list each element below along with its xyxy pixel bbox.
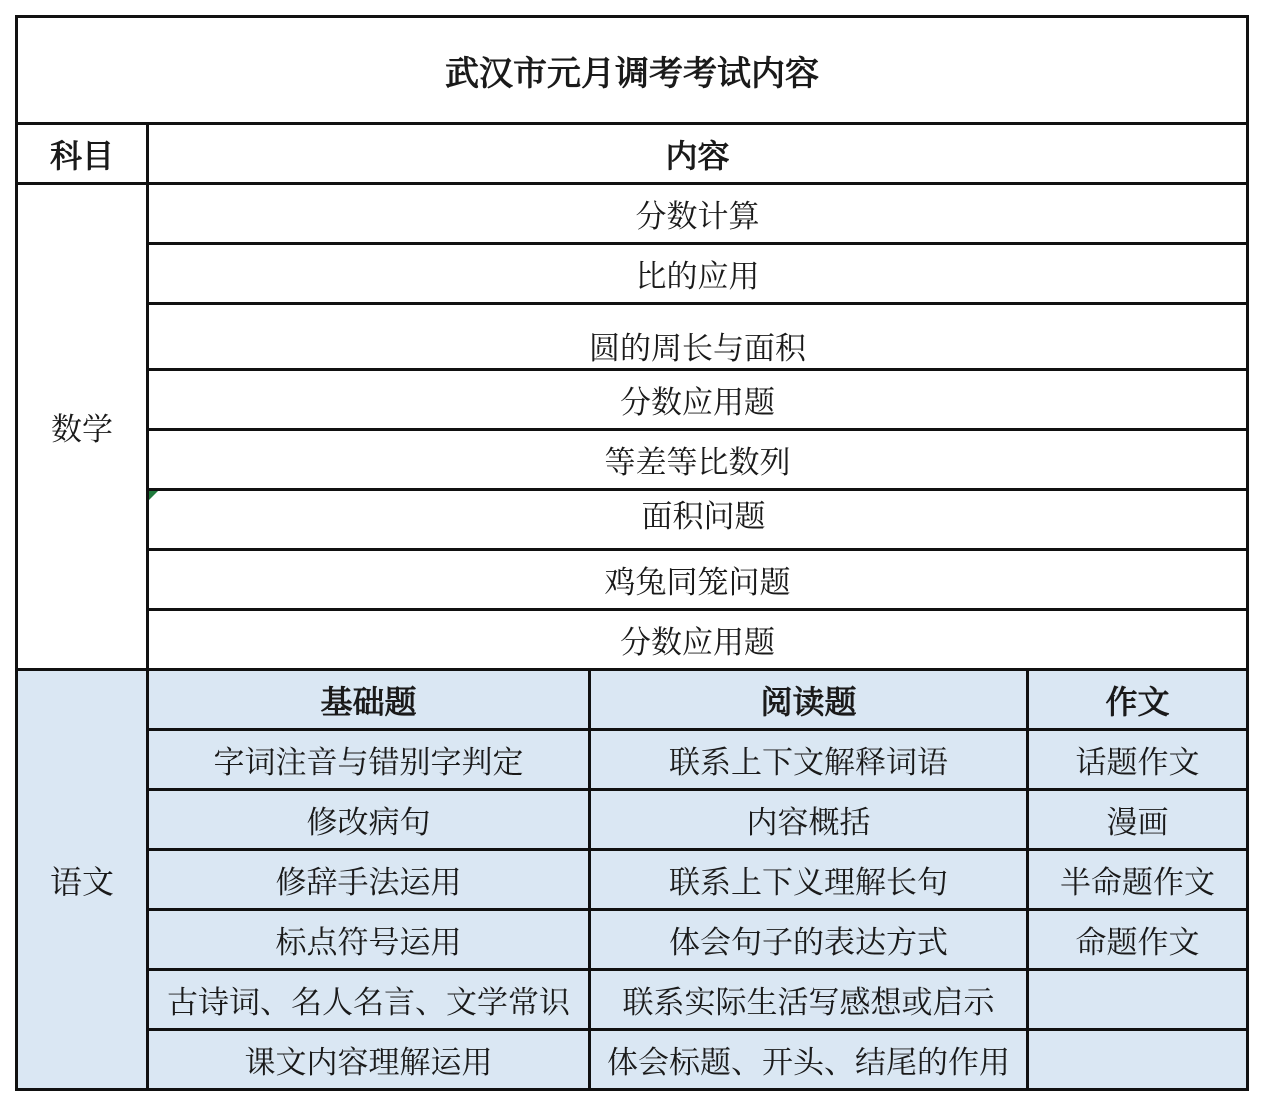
math-subject-cell: 数学 (17, 184, 148, 670)
chinese-reading-cell: 联系上下义理解长句 (590, 850, 1028, 910)
cell-comment-marker-icon (149, 491, 158, 500)
chinese-basics-cell: 修辞手法运用 (148, 850, 590, 910)
math-item: 面积问题 (641, 499, 766, 535)
math-item: 比的应用 (148, 244, 1248, 304)
math-item: 分数应用题 (148, 610, 1248, 670)
chinese-subject-cell: 语文 (17, 670, 148, 1090)
math-item: 分数计算 (148, 184, 1248, 244)
chinese-writing-cell: 命题作文 (1028, 910, 1248, 970)
math-item: 等差等比数列 (148, 430, 1248, 490)
exam-content-table (15, 15, 1249, 1091)
chinese-writing-cell: 漫画 (1028, 790, 1248, 850)
math-item: 圆的周长与面积 (148, 304, 1248, 370)
chinese-basics-cell: 修改病句 (148, 790, 590, 850)
chinese-writing-cell (1028, 970, 1248, 1030)
math-item: 分数应用题 (148, 370, 1248, 430)
chinese-reading-cell: 体会标题、开头、结尾的作用 (590, 1030, 1028, 1090)
chinese-basics-cell: 古诗词、名人名言、文学常识 (148, 970, 590, 1030)
chinese-column-basics: 基础题 (148, 670, 590, 730)
math-item: 鸡兔同笼问题 (148, 550, 1248, 610)
chinese-writing-cell (1028, 1030, 1248, 1090)
header-subject: 科目 (17, 124, 148, 184)
chinese-writing-cell: 半命题作文 (1028, 850, 1248, 910)
chinese-reading-cell: 联系上下文解释词语 (590, 730, 1028, 790)
chinese-basics-cell: 字词注音与错别字判定 (148, 730, 590, 790)
chinese-reading-cell: 联系实际生活写感想或启示 (590, 970, 1028, 1030)
chinese-column-writing: 作文 (1028, 670, 1248, 730)
chinese-reading-cell: 体会句子的表达方式 (590, 910, 1028, 970)
chinese-writing-cell: 话题作文 (1028, 730, 1248, 790)
table-title: 武汉市元月调考考试内容 (17, 17, 1248, 124)
chinese-basics-cell: 课文内容理解运用 (148, 1030, 590, 1090)
chinese-column-reading: 阅读题 (590, 670, 1028, 730)
chinese-basics-cell: 标点符号运用 (148, 910, 590, 970)
chinese-reading-cell: 内容概括 (590, 790, 1028, 850)
header-content: 内容 (148, 124, 1248, 184)
math-item-cell (148, 490, 1248, 550)
